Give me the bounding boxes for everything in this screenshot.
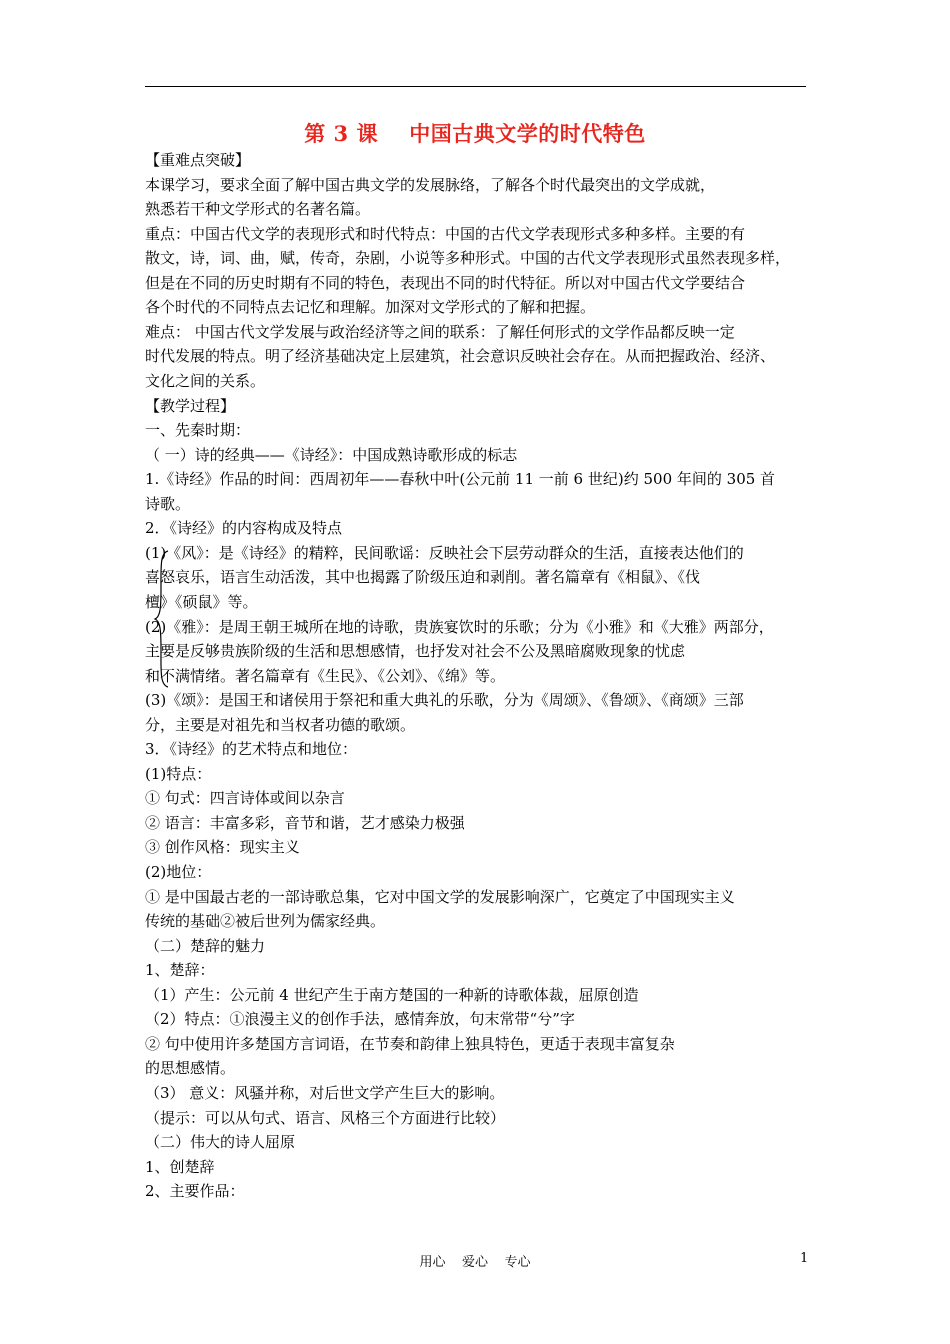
text-line: 2、主要作品： bbox=[145, 1182, 245, 1201]
text-line: （二）伟大的诗人屈原 bbox=[145, 1133, 296, 1151]
text-line: （ 一）诗的经典——《诗经》：中国成熟诗歌形成的标志 bbox=[145, 445, 518, 464]
text-line: ② 句中使用许多楚国方言词语，在节奏和韵律上独具特色，更适于表现丰富复杂 bbox=[145, 1034, 675, 1053]
text-line: 诗歌。 bbox=[145, 494, 191, 513]
text-line: 一、先秦时期： bbox=[145, 421, 251, 440]
text-line: 1、楚辞： bbox=[145, 961, 215, 980]
text-line: ① 是中国最古老的一部诗歌总集，它对中国文学的发展影响深广，它奠定了中国现实主义 bbox=[145, 887, 735, 906]
text-line: ① 句式：四言诗体或间以杂言 bbox=[145, 789, 345, 808]
text-line: （2）特点：①浪漫主义的创作手法，感情奔放，句末常带“兮”字 bbox=[145, 1010, 575, 1029]
left-brace-icon bbox=[154, 549, 170, 689]
text-line: 各个时代的不同特点去记忆和理解。加深对文学形式的了解和把握。 bbox=[145, 298, 596, 317]
page-number: 1 bbox=[800, 1251, 809, 1266]
text-line: (3)《颂》：是国王和诸侯用于祭祀和重大典礼的乐歌，分为《周颂》、《鲁颂》、《商颂》三部 bbox=[145, 691, 744, 710]
text-line: 1.《诗经》作品的时间：西周初年——春秋中叶(公元前 11 一前 6 世纪)约 500 年间的 305 首 bbox=[145, 470, 776, 489]
header-rule bbox=[145, 86, 806, 87]
text-line: （1）产生：公元前 4 世纪产生于南方楚国的一种新的诗歌体裁，屈原创造 bbox=[145, 985, 639, 1004]
text-line: （3） 意义：风骚并称，对后世文学产生巨大的影响。 bbox=[145, 1083, 505, 1102]
text-line: 但是在不同的历史时期有不同的特色，表现出不同的时代特征。所以对中国古代文学要结合 bbox=[145, 273, 746, 292]
text-line: （提示：可以从句式、语言、风格三个方面进行比较） bbox=[145, 1108, 506, 1127]
text-line: (1)《风》：是《诗经》的精粹，民间歌谣：反映社会下层劳动群众的生活，直接表达他们的 bbox=[145, 543, 744, 562]
text-line: 散文，诗，词、曲，赋，传奇，杂剧，小说等多种形式。中国的古代文学表现形式虽然表现多样， bbox=[145, 249, 791, 268]
text-line: 主要是反够贵族阶级的生活和思想感情，也抒发对社会不公及黑暗腐败现象的忧虑 bbox=[145, 642, 686, 660]
text-line: 本课学习，要求全面了解中国古典文学的发展脉络，了解各个时代最突出的文学成就， bbox=[145, 175, 716, 194]
text-line: 文化之间的关系。 bbox=[145, 372, 266, 390]
text-line: 时代发展的特点。明了经济基础决定上层建筑，社会意识反映社会存在。从而把握政治、经济、 bbox=[145, 347, 776, 366]
text-line: 难点： 中国古代文学发展与政治经济等之间的联系：了解任何形式的文学作品都反映一定 bbox=[145, 322, 735, 341]
text-line: (2)地位： bbox=[145, 863, 212, 881]
text-line: 熟悉若干种文学形式的名著名篇。 bbox=[145, 200, 371, 219]
text-line: 的思想感情。 bbox=[145, 1059, 236, 1078]
page-footer: 用心 爱心 专心 bbox=[419, 1255, 531, 1270]
text-line: (1)特点： bbox=[145, 764, 212, 783]
text-line: 和不满情绪。著名篇章有《生民》、《公刘》、《绵》等。 bbox=[145, 666, 506, 685]
text-line: （二）楚辞的魅力 bbox=[145, 936, 266, 955]
text-line: 1、创楚辞 bbox=[145, 1157, 215, 1176]
text-line: 传统的基础②被后世列为儒家经典。 bbox=[145, 912, 386, 931]
text-line: ③ 创作风格：现实主义 bbox=[145, 838, 300, 857]
text-line: ② 语言：丰富多彩，音节和谐，艺才感染力极强 bbox=[145, 813, 465, 832]
text-line: 【教学过程】 bbox=[145, 396, 236, 415]
text-line: 檀》《硕鼠》等。 bbox=[145, 592, 258, 611]
text-line: 2．《诗经》的内容构成及特点 bbox=[145, 519, 343, 538]
text-line: (2)《雅》：是周王朝王城所在地的诗歌，贵族宴饮时的乐歌；分为《小雅》和《大雅》两部分， bbox=[145, 617, 774, 636]
lesson-title: 第 3 课 中国古典文学的时代特色 bbox=[304, 121, 646, 146]
text-line: 喜怒哀乐，语言生动活泼，其中也揭露了阶级压迫和剥削。著名篇章有《相鼠》、《伐 bbox=[145, 568, 701, 587]
text-line: 3．《诗经》的艺术特点和地位： bbox=[145, 740, 358, 759]
text-line: 分，主要是对祖先和当权者功德的歌颂。 bbox=[145, 715, 416, 734]
text-line: 【重难点突破】 bbox=[145, 151, 251, 169]
text-line: 重点：中国古代文学的表现形式和时代特点：中国的古代文学表现形式多种多样。主要的有 bbox=[145, 224, 746, 243]
